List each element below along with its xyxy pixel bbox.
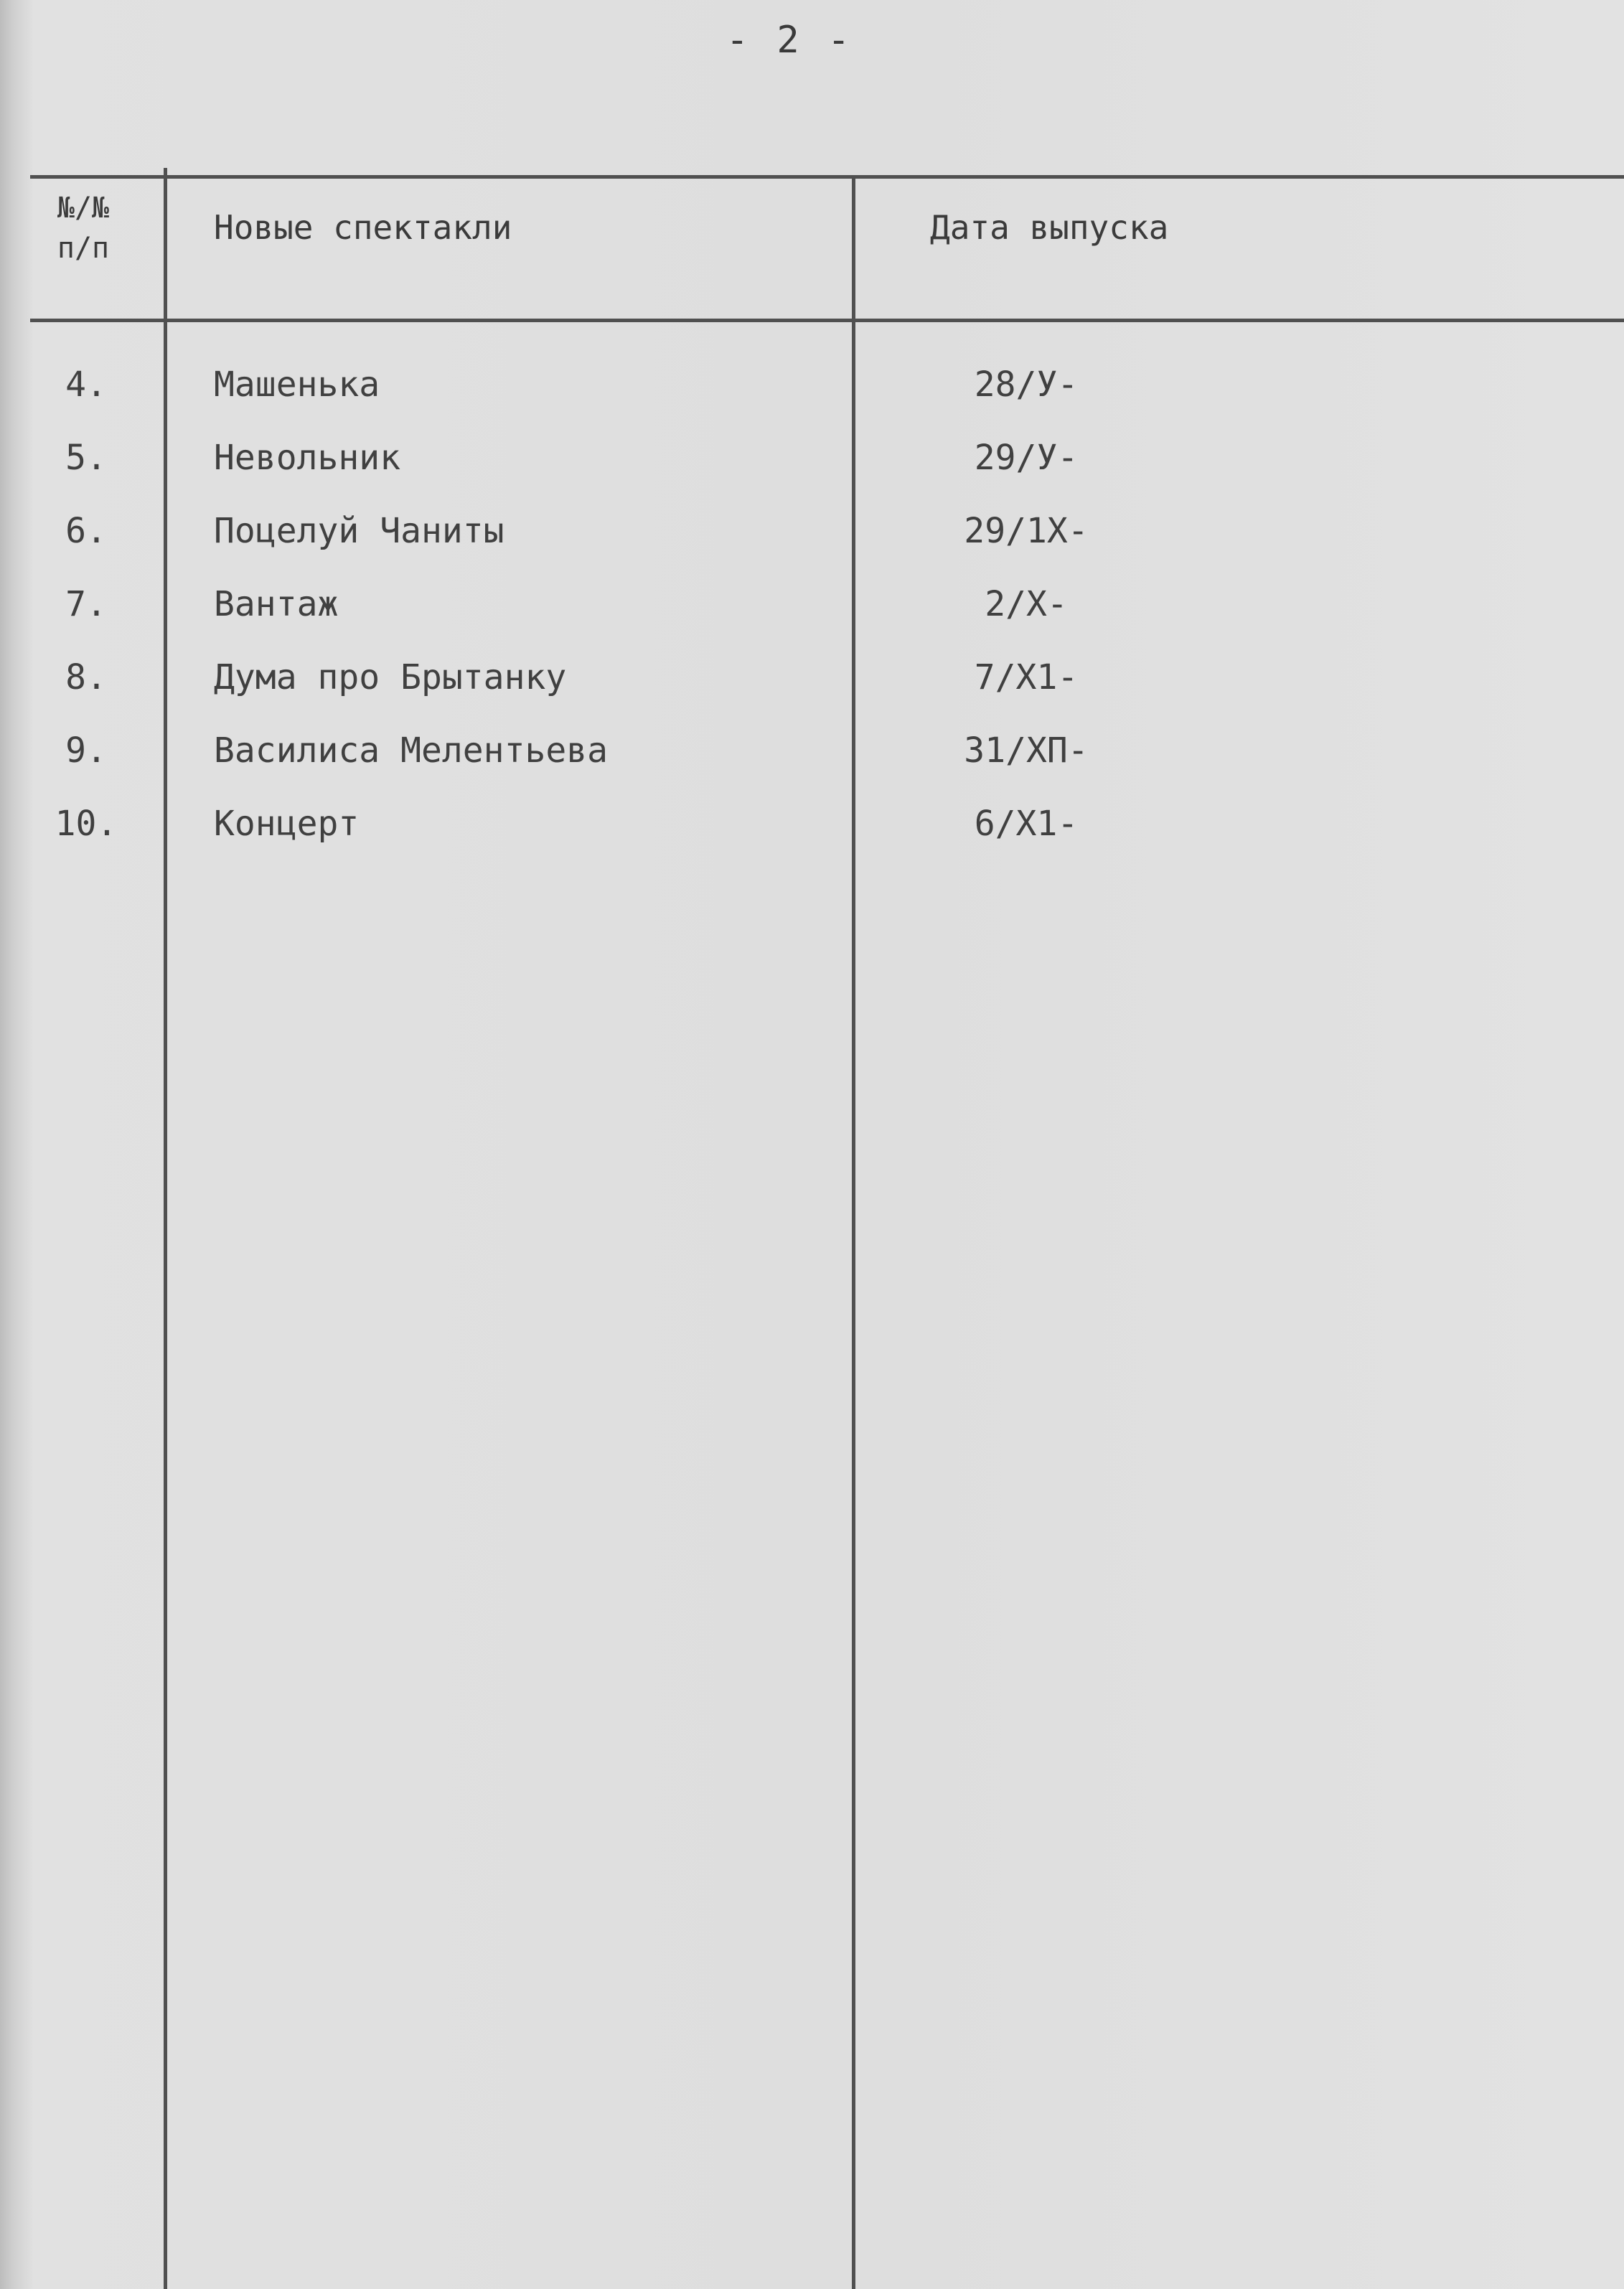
row-title: Невольник — [214, 438, 401, 478]
row-number: 5. — [65, 438, 107, 478]
table-row — [0, 505, 1624, 578]
row-number: 9. — [65, 730, 107, 771]
row-number: 8. — [65, 657, 107, 697]
row-date: 29/1Х- — [964, 511, 1089, 551]
table-body — [0, 359, 1624, 871]
row-date: 7/Х1- — [974, 657, 1079, 697]
paper-binding-edge — [0, 0, 33, 2289]
row-title: Василиса Мелентьева — [214, 730, 609, 771]
row-number: 7. — [65, 584, 107, 624]
table-header-divider — [30, 319, 1624, 322]
header-number: №/№ п/п — [57, 192, 110, 265]
row-date: 2/Х- — [985, 584, 1068, 624]
table-row — [0, 652, 1624, 725]
table-top-border — [30, 175, 1624, 179]
header-title: Новые спектакли — [214, 208, 512, 247]
row-date: 6/Х1- — [974, 804, 1079, 844]
row-title: Вантаж — [214, 584, 339, 624]
row-number: 6. — [65, 511, 107, 551]
table-row — [0, 578, 1624, 652]
row-number: 10. — [55, 804, 118, 844]
row-title: Концерт — [214, 804, 360, 844]
row-date: 31/ХП- — [964, 730, 1089, 771]
row-title: Машенька — [214, 365, 380, 405]
row-number: 4. — [65, 365, 107, 405]
header-date: Дата выпуска — [930, 208, 1169, 247]
table-row — [0, 725, 1624, 798]
row-title: Поцелуй Чаниты — [214, 511, 504, 551]
table-row — [0, 798, 1624, 871]
page-number: - 2 - — [726, 19, 853, 62]
row-title: Дума про Брытанку — [214, 657, 567, 697]
table-row — [0, 432, 1624, 505]
row-date: 29/У- — [974, 438, 1079, 478]
row-date: 28/У- — [974, 365, 1079, 405]
table-row — [0, 359, 1624, 432]
